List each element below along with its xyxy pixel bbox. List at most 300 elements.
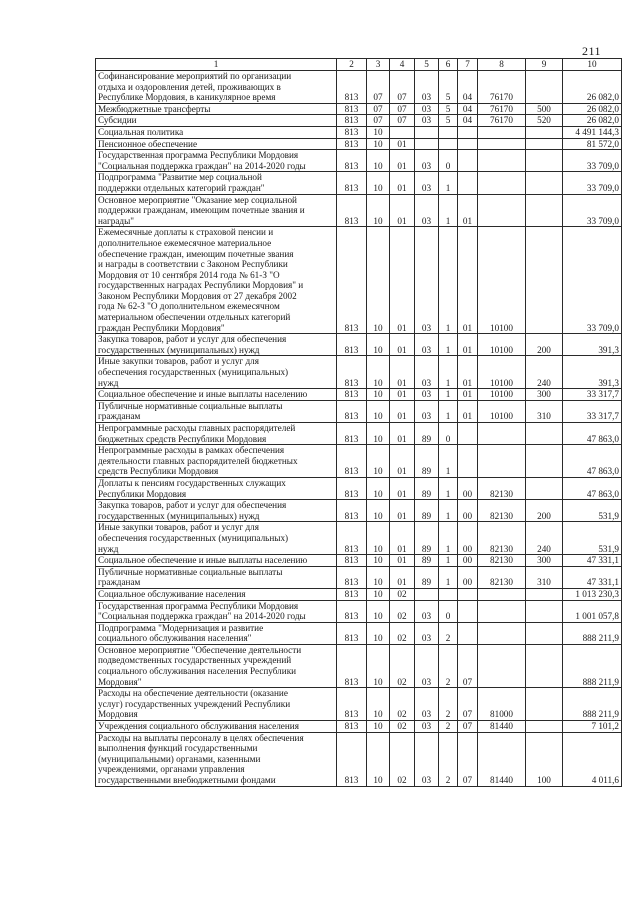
code-cell-c8: 76170 xyxy=(478,115,526,127)
amount-cell: 33 317,7 xyxy=(563,389,622,401)
code-cell-c5: 03 xyxy=(415,172,439,194)
code-cell-c7 xyxy=(458,172,478,194)
expense-name-cell xyxy=(96,445,337,478)
code-cell-c5 xyxy=(415,588,439,600)
expense-name: Социальное обеспечение и иные выплаты населению xyxy=(98,555,308,566)
code-cell-c8: 10100 xyxy=(478,227,526,334)
code-cell-c5: 03 xyxy=(415,103,439,115)
code-cell-c9 xyxy=(526,445,563,478)
amount-cell: 531,9 xyxy=(563,500,622,522)
code-cell-c7: 00 xyxy=(458,522,478,555)
code-cell-c4: 01 xyxy=(390,477,415,499)
table-row xyxy=(96,522,622,555)
code-cell-c2: 813 xyxy=(337,445,367,478)
code-cell-c3: 07 xyxy=(367,115,390,127)
table-row xyxy=(96,555,622,567)
expense-name-cell xyxy=(96,356,337,389)
code-cell-c6: 2 xyxy=(439,721,458,733)
code-cell-c4: 01 xyxy=(390,423,415,445)
code-cell-c6: 1 xyxy=(439,566,458,588)
expense-name: Субсидии xyxy=(98,115,137,126)
table-row xyxy=(96,688,622,721)
code-cell-c5: 03 xyxy=(415,194,439,227)
expense-name-cell xyxy=(96,477,337,499)
amount-cell: 47 863,0 xyxy=(563,423,622,445)
header-cell: 8 xyxy=(478,59,526,71)
code-cell-c2: 813 xyxy=(337,721,367,733)
code-cell-c9: 300 xyxy=(526,555,563,567)
amount-cell: 888 211,9 xyxy=(563,644,622,687)
code-cell-c9 xyxy=(526,721,563,733)
table-row xyxy=(96,389,622,401)
expense-name: Ежемесячные доплаты к страховой пенсии и дополнительное ежемесячное материальное обеспечение граждан, имеющим почетные звания и награды в соответствии с Законом Республики Мордовия от 10 сентября 2014 года № 61-З "О государственных наградах Республики Мордовия" и Законом Республики Мордовия от 27 декабря 2002 года № 62-З "О дополнительном ежемесячном материальном обеспечении отдельных категорий граждан Республики Мордовия" xyxy=(98,227,304,333)
code-cell-c2: 813 xyxy=(337,566,367,588)
amount-cell: 1 001 057,8 xyxy=(563,600,622,622)
code-cell-c2: 813 xyxy=(337,334,367,356)
code-cell-c4: 02 xyxy=(390,644,415,687)
code-cell-c3: 10 xyxy=(367,600,390,622)
table-row xyxy=(96,103,622,115)
code-cell-c4: 07 xyxy=(390,115,415,127)
code-cell-c7: 01 xyxy=(458,334,478,356)
expense-name: Доплаты к пенсиям государственных служащих Республики Мордовия xyxy=(98,477,286,499)
code-cell-c2: 813 xyxy=(337,389,367,401)
table-row xyxy=(96,423,622,445)
amount-cell: 26 082,0 xyxy=(563,103,622,115)
code-cell-c9 xyxy=(526,622,563,644)
header-cell: 10 xyxy=(563,59,622,71)
code-cell-c5: 03 xyxy=(415,71,439,104)
code-cell-c9 xyxy=(526,71,563,104)
code-cell-c4: 01 xyxy=(390,194,415,227)
code-cell-c7 xyxy=(458,126,478,138)
header-cell: 9 xyxy=(526,59,563,71)
code-cell-c6: 1 xyxy=(439,500,458,522)
code-cell-c9 xyxy=(526,423,563,445)
expense-name-cell xyxy=(96,566,337,588)
code-cell-c2: 813 xyxy=(337,227,367,334)
code-cell-c6: 1 xyxy=(439,227,458,334)
expense-name-cell xyxy=(96,522,337,555)
code-cell-c3: 10 xyxy=(367,566,390,588)
code-cell-c2: 813 xyxy=(337,400,367,422)
code-cell-c7 xyxy=(458,600,478,622)
code-cell-c4: 01 xyxy=(390,150,415,172)
code-cell-c2: 813 xyxy=(337,732,367,786)
table-row xyxy=(96,721,622,733)
code-cell-c5: 89 xyxy=(415,566,439,588)
code-cell-c7: 07 xyxy=(458,688,478,721)
code-cell-c9: 200 xyxy=(526,334,563,356)
code-cell-c3: 10 xyxy=(367,172,390,194)
code-cell-c3: 10 xyxy=(367,477,390,499)
expense-name: Публичные нормативные социальные выплаты гражданам xyxy=(98,566,283,588)
expense-name-cell xyxy=(96,115,337,127)
code-cell-c9: 310 xyxy=(526,566,563,588)
code-cell-c8 xyxy=(478,588,526,600)
code-cell-c8 xyxy=(478,172,526,194)
code-cell-c4: 07 xyxy=(390,71,415,104)
code-cell-c7: 04 xyxy=(458,71,478,104)
code-cell-c5: 03 xyxy=(415,400,439,422)
code-cell-c5: 89 xyxy=(415,522,439,555)
expense-name: Социальное обеспечение и иные выплаты населению xyxy=(98,389,308,400)
table-row xyxy=(96,477,622,499)
code-cell-c5: 03 xyxy=(415,622,439,644)
expense-name: Расходы на выплаты персоналу в целях обеспечения выполнения функций государственными (муниципальными) органами, казенными учреждениями, органами управления государственными внебюджетными фондами xyxy=(98,732,304,785)
code-cell-c6: 2 xyxy=(439,644,458,687)
code-cell-c8: 76170 xyxy=(478,103,526,115)
code-cell-c5: 03 xyxy=(415,600,439,622)
code-cell-c9: 300 xyxy=(526,389,563,401)
code-cell-c5: 03 xyxy=(415,688,439,721)
code-cell-c5: 89 xyxy=(415,500,439,522)
amount-cell: 33 709,0 xyxy=(563,227,622,334)
code-cell-c3: 10 xyxy=(367,721,390,733)
code-cell-c8: 81000 xyxy=(478,688,526,721)
code-cell-c4: 01 xyxy=(390,138,415,150)
code-cell-c5: 03 xyxy=(415,356,439,389)
code-cell-c8 xyxy=(478,644,526,687)
code-cell-c9: 520 xyxy=(526,115,563,127)
code-cell-c9: 240 xyxy=(526,522,563,555)
code-cell-c7 xyxy=(458,445,478,478)
code-cell-c3: 10 xyxy=(367,150,390,172)
header-cell: 2 xyxy=(337,59,367,71)
table-row xyxy=(96,588,622,600)
code-cell-c6: 1 xyxy=(439,522,458,555)
code-cell-c7 xyxy=(458,138,478,150)
code-cell-c8: 82130 xyxy=(478,500,526,522)
code-cell-c8: 82130 xyxy=(478,555,526,567)
table-row xyxy=(96,356,622,389)
code-cell-c3: 10 xyxy=(367,423,390,445)
code-cell-c3: 10 xyxy=(367,622,390,644)
code-cell-c4: 01 xyxy=(390,389,415,401)
code-cell-c5: 89 xyxy=(415,423,439,445)
amount-cell: 33 709,0 xyxy=(563,172,622,194)
expense-name-cell xyxy=(96,732,337,786)
code-cell-c8 xyxy=(478,600,526,622)
code-cell-c6: 1 xyxy=(439,356,458,389)
amount-cell: 81 572,0 xyxy=(563,138,622,150)
code-cell-c9 xyxy=(526,172,563,194)
code-cell-c3: 10 xyxy=(367,445,390,478)
expense-name-cell xyxy=(96,227,337,334)
expense-name-cell xyxy=(96,644,337,687)
code-cell-c9: 500 xyxy=(526,103,563,115)
code-cell-c8: 82130 xyxy=(478,477,526,499)
expense-name-cell xyxy=(96,172,337,194)
code-cell-c7: 04 xyxy=(458,103,478,115)
code-cell-c4: 07 xyxy=(390,103,415,115)
expense-name-cell xyxy=(96,71,337,104)
expense-name-cell xyxy=(96,423,337,445)
header-cell: 3 xyxy=(367,59,390,71)
code-cell-c4 xyxy=(390,126,415,138)
code-cell-c2: 813 xyxy=(337,423,367,445)
code-cell-c5 xyxy=(415,138,439,150)
code-cell-c2: 813 xyxy=(337,600,367,622)
table-row xyxy=(96,622,622,644)
expense-name-cell xyxy=(96,103,337,115)
expense-name-cell xyxy=(96,622,337,644)
code-cell-c3: 10 xyxy=(367,227,390,334)
code-cell-c6: 1 xyxy=(439,172,458,194)
code-cell-c8: 10100 xyxy=(478,389,526,401)
expense-name: Социальное обслуживание населения xyxy=(98,588,246,599)
code-cell-c3: 10 xyxy=(367,400,390,422)
expense-name: Основное мероприятие "Обеспечение деятельности подведомственных государственных учреждений социального обслуживания населения Республики Мордовия" xyxy=(98,644,302,687)
code-cell-c2: 813 xyxy=(337,522,367,555)
code-cell-c7: 01 xyxy=(458,400,478,422)
code-cell-c8: 10100 xyxy=(478,400,526,422)
expense-name-cell xyxy=(96,588,337,600)
table-row xyxy=(96,172,622,194)
code-cell-c7: 00 xyxy=(458,555,478,567)
expense-name: Непрограммные расходы в рамках обеспечения деятельности главных распорядителей бюджетных средств Республики Мордовия xyxy=(98,445,298,477)
code-cell-c6: 0 xyxy=(439,150,458,172)
code-cell-c2: 813 xyxy=(337,71,367,104)
code-cell-c9 xyxy=(526,138,563,150)
expense-name: Иные закупки товаров, работ и услуг для обеспечения государственных (муниципальных) нужд xyxy=(98,522,289,554)
code-cell-c9: 240 xyxy=(526,356,563,389)
code-cell-c3: 10 xyxy=(367,688,390,721)
code-cell-c9 xyxy=(526,227,563,334)
table-row xyxy=(96,400,622,422)
expense-name: Публичные нормативные социальные выплаты гражданам xyxy=(98,400,283,422)
code-cell-c3: 10 xyxy=(367,522,390,555)
code-cell-c8 xyxy=(478,423,526,445)
header-cell: 7 xyxy=(458,59,478,71)
code-cell-c7: 07 xyxy=(458,732,478,786)
amount-cell: 888 211,9 xyxy=(563,688,622,721)
code-cell-c8: 10100 xyxy=(478,356,526,389)
code-cell-c4: 02 xyxy=(390,622,415,644)
code-cell-c9 xyxy=(526,644,563,687)
code-cell-c2: 813 xyxy=(337,194,367,227)
code-cell-c7 xyxy=(458,150,478,172)
expense-name-cell xyxy=(96,400,337,422)
code-cell-c7: 00 xyxy=(458,477,478,499)
code-cell-c7: 04 xyxy=(458,115,478,127)
code-cell-c6: 2 xyxy=(439,688,458,721)
code-cell-c7: 01 xyxy=(458,194,478,227)
code-cell-c4: 02 xyxy=(390,600,415,622)
table-row xyxy=(96,71,622,104)
expense-name-cell xyxy=(96,555,337,567)
code-cell-c4: 01 xyxy=(390,227,415,334)
code-cell-c7: 07 xyxy=(458,721,478,733)
expense-name: Иные закупки товаров, работ и услуг для обеспечения государственных (муниципальных) нужд xyxy=(98,356,289,388)
code-cell-c7: 00 xyxy=(458,500,478,522)
expense-name: Основное мероприятие "Оказание мер социальной поддержки гражданам, имеющим почетные звания и награды" xyxy=(98,194,305,226)
code-cell-c2: 813 xyxy=(337,555,367,567)
expense-name-cell xyxy=(96,334,337,356)
code-cell-c4: 02 xyxy=(390,721,415,733)
expense-name-cell xyxy=(96,138,337,150)
code-cell-c5: 03 xyxy=(415,227,439,334)
code-cell-c9 xyxy=(526,477,563,499)
code-cell-c4: 02 xyxy=(390,732,415,786)
header-row xyxy=(96,59,622,71)
code-cell-c9 xyxy=(526,126,563,138)
code-cell-c2: 813 xyxy=(337,172,367,194)
code-cell-c3: 07 xyxy=(367,103,390,115)
code-cell-c7 xyxy=(458,588,478,600)
table-row xyxy=(96,334,622,356)
amount-cell: 33 709,0 xyxy=(563,194,622,227)
code-cell-c5: 03 xyxy=(415,115,439,127)
expense-name: Пенсионное обеспечение xyxy=(98,138,198,149)
code-cell-c4: 02 xyxy=(390,688,415,721)
amount-cell: 47 331,1 xyxy=(563,555,622,567)
code-cell-c3: 10 xyxy=(367,138,390,150)
code-cell-c3: 10 xyxy=(367,126,390,138)
code-cell-c6: 5 xyxy=(439,115,458,127)
expense-name: Государственная программа Республики Мордовия "Социальная поддержка граждан" на 2014-2020 годы xyxy=(98,600,306,622)
code-cell-c9: 310 xyxy=(526,400,563,422)
expense-name-cell xyxy=(96,721,337,733)
amount-cell: 4 491 144,3 xyxy=(563,126,622,138)
code-cell-c9: 200 xyxy=(526,500,563,522)
code-cell-c6: 1 xyxy=(439,477,458,499)
code-cell-c4: 01 xyxy=(390,172,415,194)
code-cell-c2: 813 xyxy=(337,477,367,499)
code-cell-c6: 0 xyxy=(439,423,458,445)
code-cell-c4: 01 xyxy=(390,566,415,588)
expense-name-cell xyxy=(96,389,337,401)
code-cell-c5: 03 xyxy=(415,150,439,172)
table-row xyxy=(96,732,622,786)
table-row xyxy=(96,566,622,588)
amount-cell: 47 863,0 xyxy=(563,445,622,478)
code-cell-c8 xyxy=(478,150,526,172)
code-cell-c8: 81440 xyxy=(478,721,526,733)
table-row xyxy=(96,150,622,172)
code-cell-c6 xyxy=(439,138,458,150)
amount-cell: 391,3 xyxy=(563,334,622,356)
header-cell: 6 xyxy=(439,59,458,71)
expense-name: Подпрограмма "Развитие мер социальной поддержки отдельных категорий граждан" xyxy=(98,172,265,193)
code-cell-c5: 03 xyxy=(415,721,439,733)
code-cell-c7: 01 xyxy=(458,227,478,334)
code-cell-c9 xyxy=(526,150,563,172)
code-cell-c2: 813 xyxy=(337,500,367,522)
code-cell-c8: 82130 xyxy=(478,522,526,555)
code-cell-c7: 01 xyxy=(458,356,478,389)
code-cell-c6: 0 xyxy=(439,600,458,622)
expense-name: Социальная политика xyxy=(98,126,184,137)
amount-cell: 26 082,0 xyxy=(563,115,622,127)
code-cell-c9: 100 xyxy=(526,732,563,786)
code-cell-c2: 813 xyxy=(337,138,367,150)
table-row xyxy=(96,227,622,334)
code-cell-c6: 1 xyxy=(439,555,458,567)
code-cell-c4: 01 xyxy=(390,522,415,555)
code-cell-c5: 89 xyxy=(415,555,439,567)
expense-name-cell xyxy=(96,500,337,522)
code-cell-c4: 01 xyxy=(390,400,415,422)
code-cell-c7: 00 xyxy=(458,566,478,588)
code-cell-c8 xyxy=(478,138,526,150)
expense-name-cell xyxy=(96,688,337,721)
code-cell-c8: 10100 xyxy=(478,334,526,356)
amount-cell: 26 082,0 xyxy=(563,71,622,104)
expense-name-cell xyxy=(96,194,337,227)
expense-name: Государственная программа Республики Мордовия "Социальная поддержка граждан" на 2014-2020 годы xyxy=(98,150,306,171)
code-cell-c9 xyxy=(526,194,563,227)
expense-name: Расходы на обеспечение деятельности (оказание услуг) государственных учреждений Республики Мордовия xyxy=(98,688,291,720)
code-cell-c4: 01 xyxy=(390,555,415,567)
code-cell-c6 xyxy=(439,126,458,138)
code-cell-c6 xyxy=(439,588,458,600)
code-cell-c8: 82130 xyxy=(478,566,526,588)
amount-cell: 1 013 230,3 xyxy=(563,588,622,600)
code-cell-c5: 03 xyxy=(415,389,439,401)
header-cell: 1 xyxy=(96,59,337,71)
code-cell-c2: 813 xyxy=(337,588,367,600)
code-cell-c3: 10 xyxy=(367,334,390,356)
amount-cell: 33 709,0 xyxy=(563,150,622,172)
header-cell: 4 xyxy=(390,59,415,71)
code-cell-c8 xyxy=(478,622,526,644)
code-cell-c7 xyxy=(458,622,478,644)
code-cell-c2: 813 xyxy=(337,150,367,172)
code-cell-c8 xyxy=(478,445,526,478)
expense-name: Межбюджетные трансферты xyxy=(98,103,211,114)
code-cell-c3: 10 xyxy=(367,555,390,567)
code-cell-c3: 10 xyxy=(367,588,390,600)
code-cell-c6: 5 xyxy=(439,71,458,104)
code-cell-c2: 813 xyxy=(337,644,367,687)
expense-name: Непрограммные расходы главных распорядителей бюджетных средств Республики Мордовия xyxy=(98,423,296,444)
code-cell-c3: 07 xyxy=(367,71,390,104)
code-cell-c5: 03 xyxy=(415,644,439,687)
table-row xyxy=(96,600,622,622)
code-cell-c5: 03 xyxy=(415,334,439,356)
code-cell-c7 xyxy=(458,423,478,445)
code-cell-c3: 10 xyxy=(367,500,390,522)
code-cell-c6: 1 xyxy=(439,334,458,356)
table-row xyxy=(96,445,622,478)
header-cell: 5 xyxy=(415,59,439,71)
code-cell-c2: 813 xyxy=(337,688,367,721)
code-cell-c8 xyxy=(478,194,526,227)
table-row xyxy=(96,500,622,522)
amount-cell: 47 863,0 xyxy=(563,477,622,499)
expense-name-cell xyxy=(96,600,337,622)
amount-cell: 888 211,9 xyxy=(563,622,622,644)
expense-name-cell xyxy=(96,150,337,172)
code-cell-c3: 10 xyxy=(367,356,390,389)
code-cell-c2: 813 xyxy=(337,126,367,138)
code-cell-c9 xyxy=(526,688,563,721)
expense-name: Подпрограмма "Модернизация и развитие социального обслуживания населения" xyxy=(98,622,264,644)
budget-table xyxy=(95,58,622,787)
amount-cell: 391,3 xyxy=(563,356,622,389)
table-body xyxy=(96,71,622,787)
code-cell-c5: 03 xyxy=(415,732,439,786)
code-cell-c8: 76170 xyxy=(478,71,526,104)
code-cell-c3: 10 xyxy=(367,732,390,786)
expense-name: Учреждения социального обслуживания населения xyxy=(98,721,299,732)
code-cell-c7: 07 xyxy=(458,644,478,687)
amount-cell: 7 101,2 xyxy=(563,721,622,733)
code-cell-c6: 2 xyxy=(439,622,458,644)
code-cell-c2: 813 xyxy=(337,103,367,115)
code-cell-c4: 01 xyxy=(390,445,415,478)
